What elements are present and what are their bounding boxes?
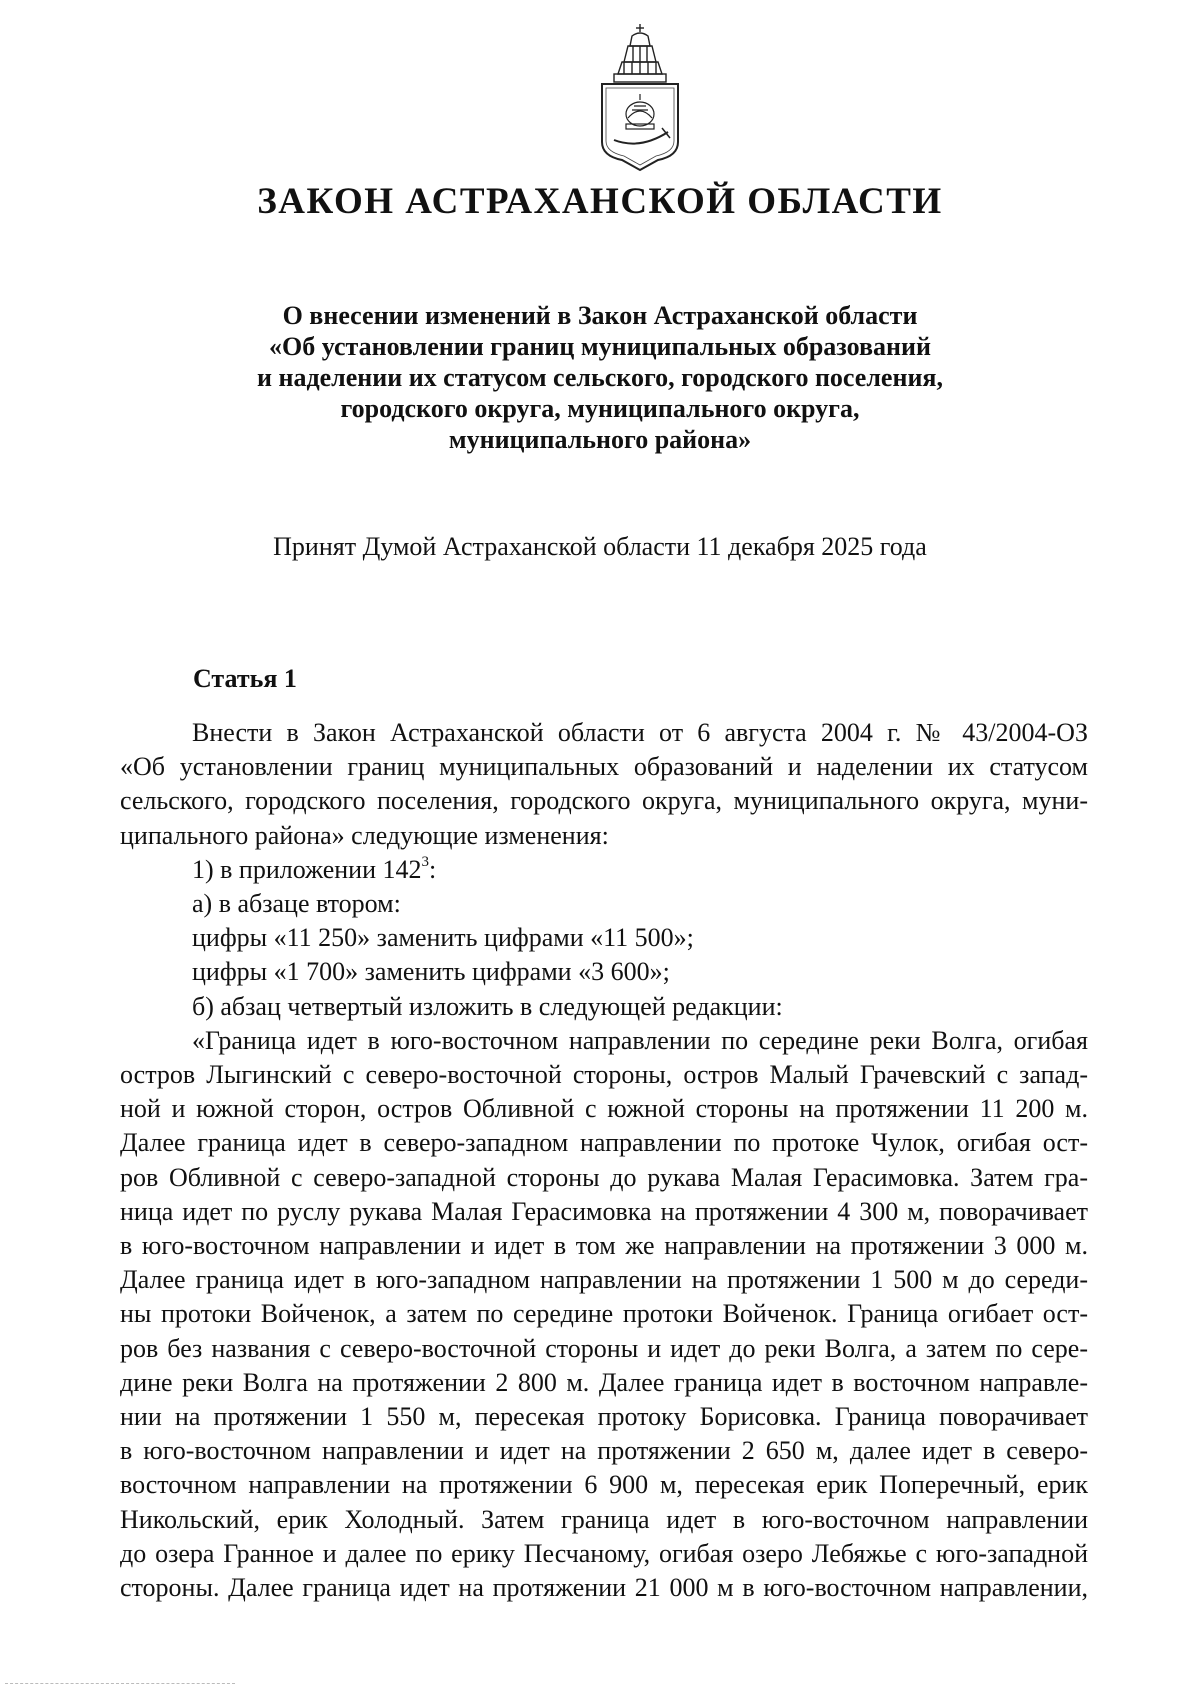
text-line: Внести в Закон Астраханской области от 6 августа 2004 г. № 43/2004-ОЗ	[192, 718, 1088, 747]
text-line: «Об установлении границ муниципальных образований и наделении их статусом	[120, 752, 1088, 782]
text-line: до озера Гранное и далее по ерику Песчаному, огибая озеро Лебяжье с юго-западной	[120, 1538, 1088, 1568]
text-line: нии на протяжении 1 550 м, пересекая протоку Борисовка. Граница поворачивает	[120, 1402, 1088, 1432]
text-line: ной и южной сторон, остров Обливной с южной стороны на протяжении 11 200 м.	[120, 1094, 1088, 1124]
article-body	[120, 716, 1088, 1605]
list-item: б) абзац четвертый изложить в следующей редакции:	[192, 991, 783, 1021]
coat-of-arms-icon	[588, 22, 692, 172]
footer-divider	[5, 1683, 235, 1684]
list-item	[120, 853, 1088, 887]
list-item: а) в абзаце втором:	[192, 889, 401, 919]
document-subtitle	[0, 300, 1200, 455]
text-line: Далее граница идет в юго-западном направлении на протяжении 1 500 м до середи-	[120, 1265, 1088, 1295]
text-line: восточном направлении на протяжении 6 900 м, пересекая ерик Поперечный, ерик	[120, 1470, 1088, 1500]
text-line: ница идет по руслу рукава Малая Герасимовка на протяжении 4 300 м, поворачивает	[120, 1196, 1088, 1226]
document-title: ЗАКОН АСТРАХАНСКОЙ ОБЛАСТИ	[257, 181, 943, 222]
text-line: дине реки Волга на протяжении 2 800 м. Далее граница идет в восточном направле-	[120, 1367, 1088, 1397]
text-line: в юго-восточном направлении и идет в том же направлении на протяжении 3 000 м.	[120, 1231, 1088, 1261]
item-superscript: 3	[421, 853, 429, 870]
article-heading: Статья 1	[193, 664, 297, 693]
text-line: ны протоки Войченок, а затем по середине протоки Войченок. Граница огибает ост-	[120, 1299, 1088, 1329]
subtitle-line: городского округа, муниципального округа,	[340, 394, 860, 423]
item-suffix: :	[429, 854, 437, 884]
adoption-note: Принят Думой Астраханской области 11 декабря 2025 года	[273, 532, 927, 561]
text-line: сельского, городского поселения, городского округа, муниципального округа, муни-	[120, 786, 1088, 816]
text-line: Никольский, ерик Холодный. Затем граница идет в юго-восточном направлении	[120, 1504, 1088, 1534]
text-line: «Граница идет в юго-восточном направлении по середине реки Волга, огибая	[192, 1025, 1088, 1055]
list-item: цифры «1 700» заменить цифрами «3 600»;	[192, 957, 670, 987]
text-line: ципального района» следующие изменения:	[120, 820, 609, 850]
text-line: ров без названия с северо-восточной стороны и идет до реки Волга, а затем по сере-	[120, 1333, 1088, 1363]
list-item: цифры «11 250» заменить цифрами «11 500»;	[192, 923, 694, 953]
text-line: ров Обливной с северо-западной стороны до рукава Малая Герасимовка. Затем гра-	[120, 1162, 1088, 1192]
text-line: остров Лыгинский с северо-восточной стороны, остров Малый Грачевский с запад-	[120, 1060, 1088, 1090]
item-text: 1) в приложении 142	[192, 854, 422, 884]
subtitle-line: муниципального района»	[448, 425, 752, 454]
subtitle-line: О внесении изменений в Закон Астраханской области	[282, 301, 918, 330]
text-line: Далее граница идет в северо-западном направлении по протоке Чулок, огибая ост-	[120, 1128, 1088, 1158]
text-line: в юго-восточном направлении и идет на протяжении 2 650 м, далее идет в северо-	[120, 1436, 1088, 1466]
subtitle-line: «Об установлении границ муниципальных образований	[269, 332, 931, 361]
text-line: стороны. Далее граница идет на протяжении 21 000 м в юго-восточном направлении,	[120, 1573, 1088, 1603]
subtitle-line: и наделении их статусом сельского, городского поселения,	[256, 363, 943, 392]
